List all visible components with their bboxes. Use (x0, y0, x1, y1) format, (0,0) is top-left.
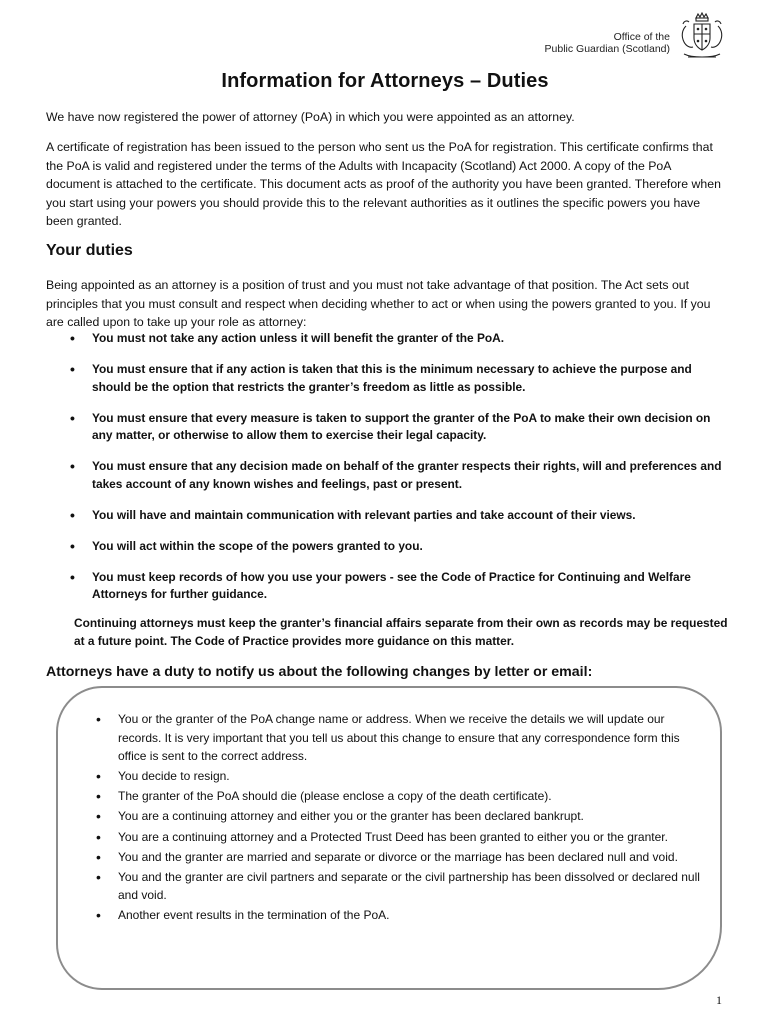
duty-item: • You will act within the scope of the powers granted to you. (70, 538, 730, 556)
royal-crest-icon (678, 12, 726, 62)
notify-item: • The granter of the PoA should die (please enclose a copy of the death certificate). (96, 787, 708, 806)
notify-item: • You or the granter of the PoA change name or address. When we receive the details we will update our records. It is very important that you tell us about this change to ensure that any correspondence form this office is sent to the correct address. (96, 710, 708, 766)
notify-item: • You and the granter are married and separate or divorce or the marriage has been declared null and void. (96, 848, 708, 867)
notify-item: • You are a continuing attorney and a Protected Trust Deed has been granted to either you or the granter. (96, 828, 708, 847)
intro-paragraph: We have now registered the power of attorney (PoA) in which you were appointed as an attorney. (46, 110, 575, 124)
page-number: 1 (716, 993, 722, 1007)
duties-list (70, 330, 730, 617)
duty-item: • You must keep records of how you use your powers - see the Code of Practice for Continuing and Welfare Attorneys for further guidance. (70, 569, 730, 604)
duty-item: • You will have and maintain communication with relevant parties and take account of their views. (70, 507, 730, 525)
duty-item: • You must ensure that every measure is taken to support the granter of the PoA to make their own decision on any matter, or otherwise to allow them to exercise their legal capacity. (70, 410, 730, 445)
duty-item: • You must ensure that any decision made on behalf of the granter respects their rights, will and preferences and takes account of any known wishes and feelings, past or present. (70, 458, 730, 493)
office-name-line1: Office of the (613, 31, 670, 43)
duties-heading: Your duties (46, 242, 133, 259)
notify-list (96, 710, 708, 927)
page-title: Information for Attorneys – Duties (221, 70, 549, 92)
notify-item: • Another event results in the termination of the PoA. (96, 906, 708, 925)
duty-item: • You must ensure that if any action is taken that this is the minimum necessary to achieve the purpose and should be the option that restricts the granter’s freedom as little as possible. (70, 361, 730, 396)
continuing-attorneys-note: Continuing attorneys must keep the granter’s financial affairs separate from their own as records may be requested at a future point. The Code of Practice provides more guidance on this matter. (74, 616, 728, 648)
certificate-paragraph: A certificate of registration has been issued to the person who sent us the PoA for registration. This certificate confirms that the PoA is valid and registered under the terms of the Adults with Incapacity (Scotland) Act 2000. A copy of the PoA document is attached to the certificate. This document acts as proof of the authority you have been granted. Therefore when you start using your powers you should provide this to the relevant authorities as it outlines the specific powers you have been granted. (46, 140, 721, 229)
duties-intro-paragraph: Being appointed as an attorney is a position of trust and you must not take advantage of that position. The Act sets out principles that you must consult and respect when deciding whether to act or when using the powers granted to you. If you are called upon to take up your role as attorney: (46, 278, 711, 330)
notify-item: • You decide to resign. (96, 767, 708, 786)
notify-item: • You and the granter are civil partners and separate or the civil partnership has been dissolved or declared null and void. (96, 868, 708, 905)
header-logo (545, 12, 726, 62)
office-name-line2: Public Guardian (Scotland) (544, 43, 670, 55)
notify-item: • You are a continuing attorney and either you or the granter has been declared bankrupt. (96, 807, 708, 826)
notify-heading: Attorneys have a duty to notify us about the following changes by letter or email: (46, 664, 593, 680)
office-name (545, 31, 670, 55)
duty-item: • You must not take any action unless it will benefit the granter of the PoA. (70, 330, 730, 348)
